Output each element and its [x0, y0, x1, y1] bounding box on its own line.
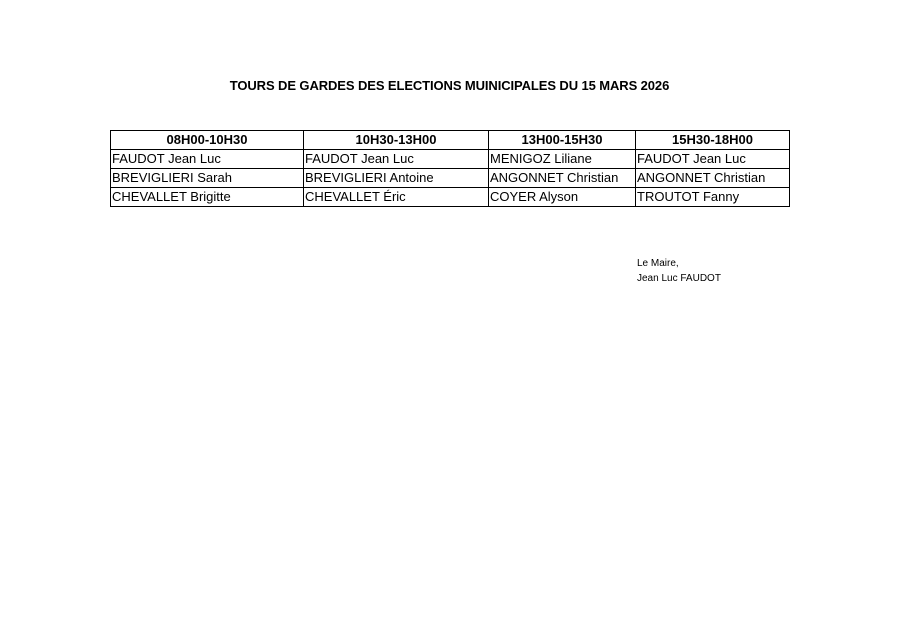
- page-title: TOURS DE GARDES DES ELECTIONS MUINICIPALES DU 15 MARS 2026: [229, 78, 670, 93]
- table-cell: ANGONNET Christian: [489, 169, 636, 188]
- table-row: [111, 188, 790, 207]
- table-cell: BREVIGLIERI Sarah: [111, 169, 304, 188]
- column-header-slot-1: 08H00-10H30: [111, 131, 304, 150]
- column-header-slot-2: 10H30-13H00: [304, 131, 489, 150]
- table-cell: MENIGOZ Liliane: [489, 150, 636, 169]
- table-header-row: [111, 131, 790, 150]
- column-header-slot-4: 15H30-18H00: [636, 131, 790, 150]
- table-cell: FAUDOT Jean Luc: [636, 150, 790, 169]
- signature-block: [637, 256, 721, 286]
- table-cell: FAUDOT Jean Luc: [304, 150, 489, 169]
- schedule-table: [110, 130, 790, 207]
- table-row: [111, 150, 790, 169]
- table-cell: ANGONNET Christian: [636, 169, 790, 188]
- table-cell: FAUDOT Jean Luc: [111, 150, 304, 169]
- table-cell: CHEVALLET Brigitte: [111, 188, 304, 207]
- table-cell: CHEVALLET Éric: [304, 188, 489, 207]
- signature-name: Jean Luc FAUDOT: [637, 273, 721, 284]
- table-cell: BREVIGLIERI Antoine: [304, 169, 489, 188]
- table-cell: COYER Alyson: [489, 188, 636, 207]
- column-header-slot-3: 13H00-15H30: [489, 131, 636, 150]
- table-cell: TROUTOT Fanny: [636, 188, 790, 207]
- table-row: [111, 169, 790, 188]
- signature-role: Le Maire,: [637, 258, 679, 269]
